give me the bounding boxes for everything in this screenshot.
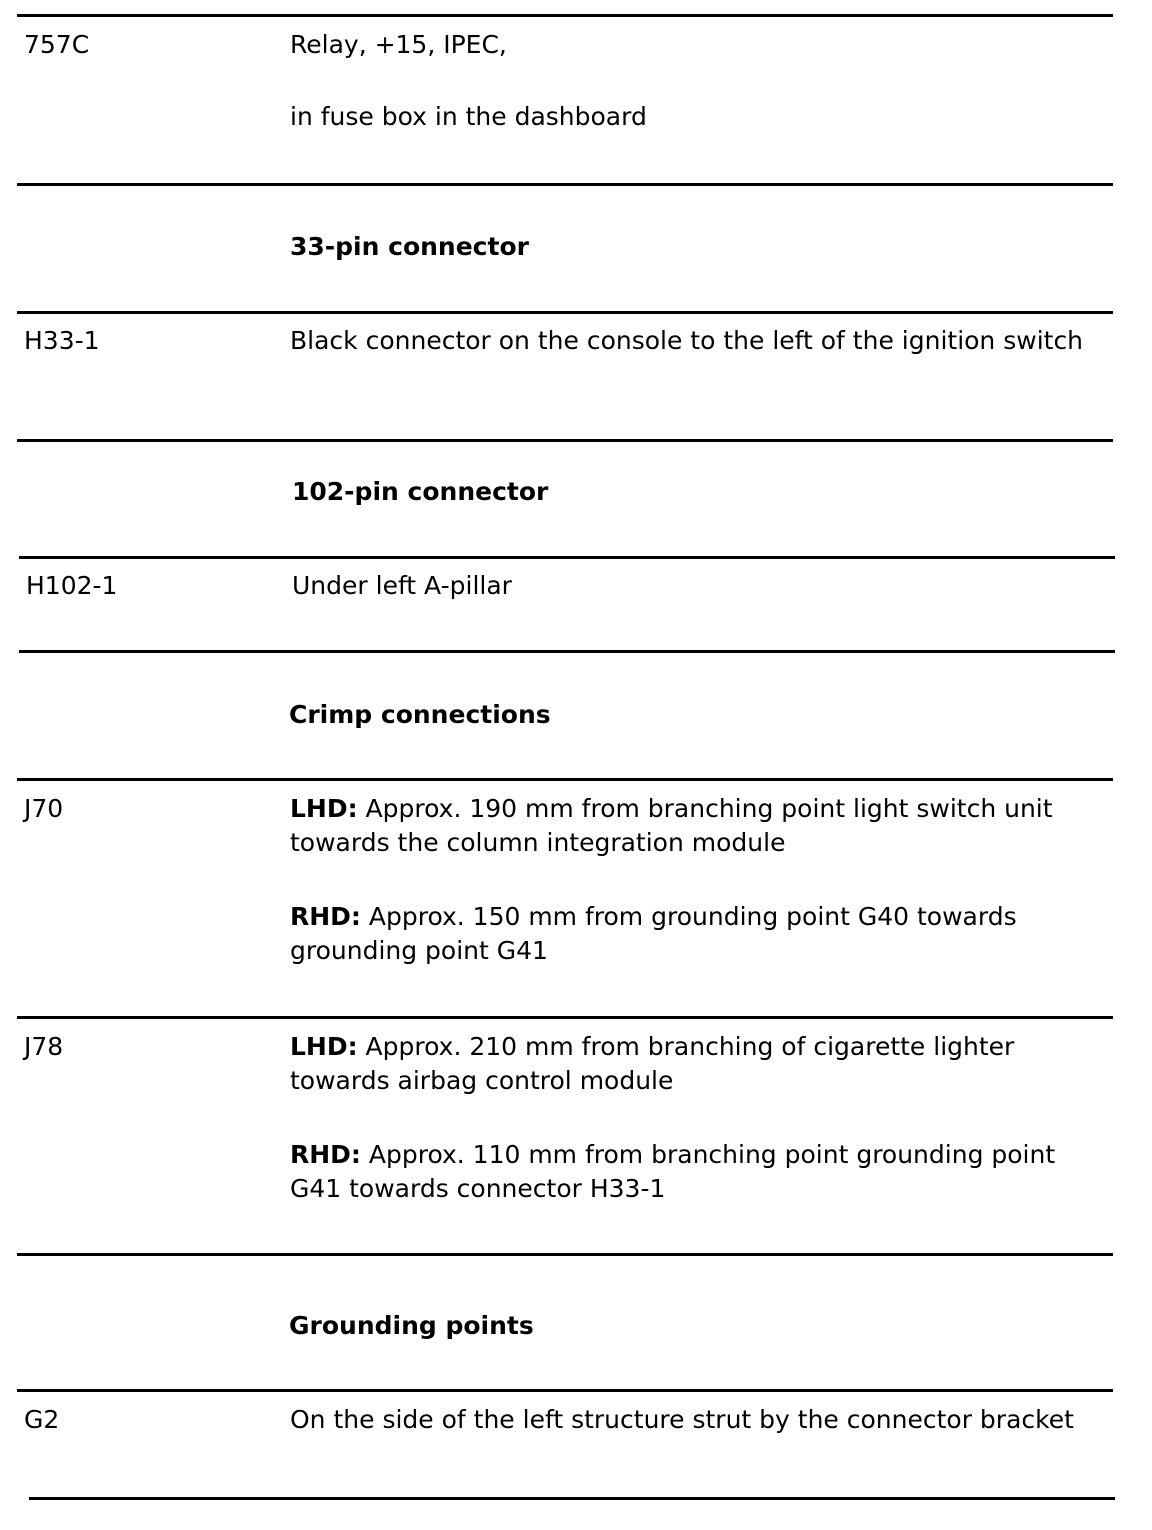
lhd-label: LHD:: [290, 794, 358, 823]
component-location: [290, 324, 1100, 358]
location-line: Black connector on the console to the left of the ignition switch: [290, 326, 1084, 355]
lhd-text: Approx. 210 mm from branching of cigarette lighter towards airbag control module: [290, 1032, 1015, 1095]
component-code: H102-1: [26, 571, 118, 600]
rhd-label: RHD:: [290, 902, 361, 931]
section-heading: Grounding points: [289, 1311, 534, 1340]
section-heading: 102-pin connector: [292, 477, 549, 506]
rhd-label: RHD:: [290, 1140, 361, 1169]
location-line: in fuse box in the dashboard: [290, 102, 647, 131]
table-divider: [19, 650, 1115, 653]
component-location: [292, 569, 1102, 603]
table-divider: [19, 556, 1115, 559]
table-divider: [17, 14, 1113, 17]
location-line: Relay, +15, IPEC,: [290, 30, 507, 59]
component-location: [290, 28, 1100, 134]
component-location: [290, 1403, 1100, 1437]
table-divider: [17, 1253, 1113, 1256]
component-location: [290, 1030, 1100, 1206]
table-divider: [17, 311, 1113, 314]
rhd-location: [290, 1138, 1100, 1206]
component-code: 757C: [24, 30, 90, 59]
section-heading: 33-pin connector: [290, 232, 529, 261]
lhd-location: [290, 792, 1100, 860]
table-divider: [17, 778, 1113, 781]
section-heading: Crimp connections: [289, 700, 551, 729]
component-code: J78: [24, 1032, 64, 1061]
component-code: H33-1: [24, 326, 100, 355]
component-code: G2: [24, 1405, 60, 1434]
table-divider: [17, 1016, 1113, 1019]
rhd-text: Approx. 150 mm from grounding point G40 towards grounding point G41: [290, 902, 1017, 965]
lhd-text: Approx. 190 mm from branching point light switch unit towards the column integration module: [290, 794, 1053, 857]
component-code: J70: [24, 794, 64, 823]
location-line: On the side of the left structure strut by the connector bracket: [290, 1405, 1074, 1434]
rhd-location: [290, 900, 1100, 968]
table-divider: [17, 439, 1113, 442]
table-divider: [17, 1389, 1113, 1392]
component-location: [290, 792, 1100, 968]
table-divider: [17, 183, 1113, 186]
table-divider: [29, 1497, 1115, 1500]
rhd-text: Approx. 110 mm from branching point grounding point G41 towards connector H33-1: [290, 1140, 1056, 1203]
location-line: Under left A-pillar: [292, 571, 512, 600]
lhd-label: LHD:: [290, 1032, 358, 1061]
lhd-location: [290, 1030, 1100, 1098]
